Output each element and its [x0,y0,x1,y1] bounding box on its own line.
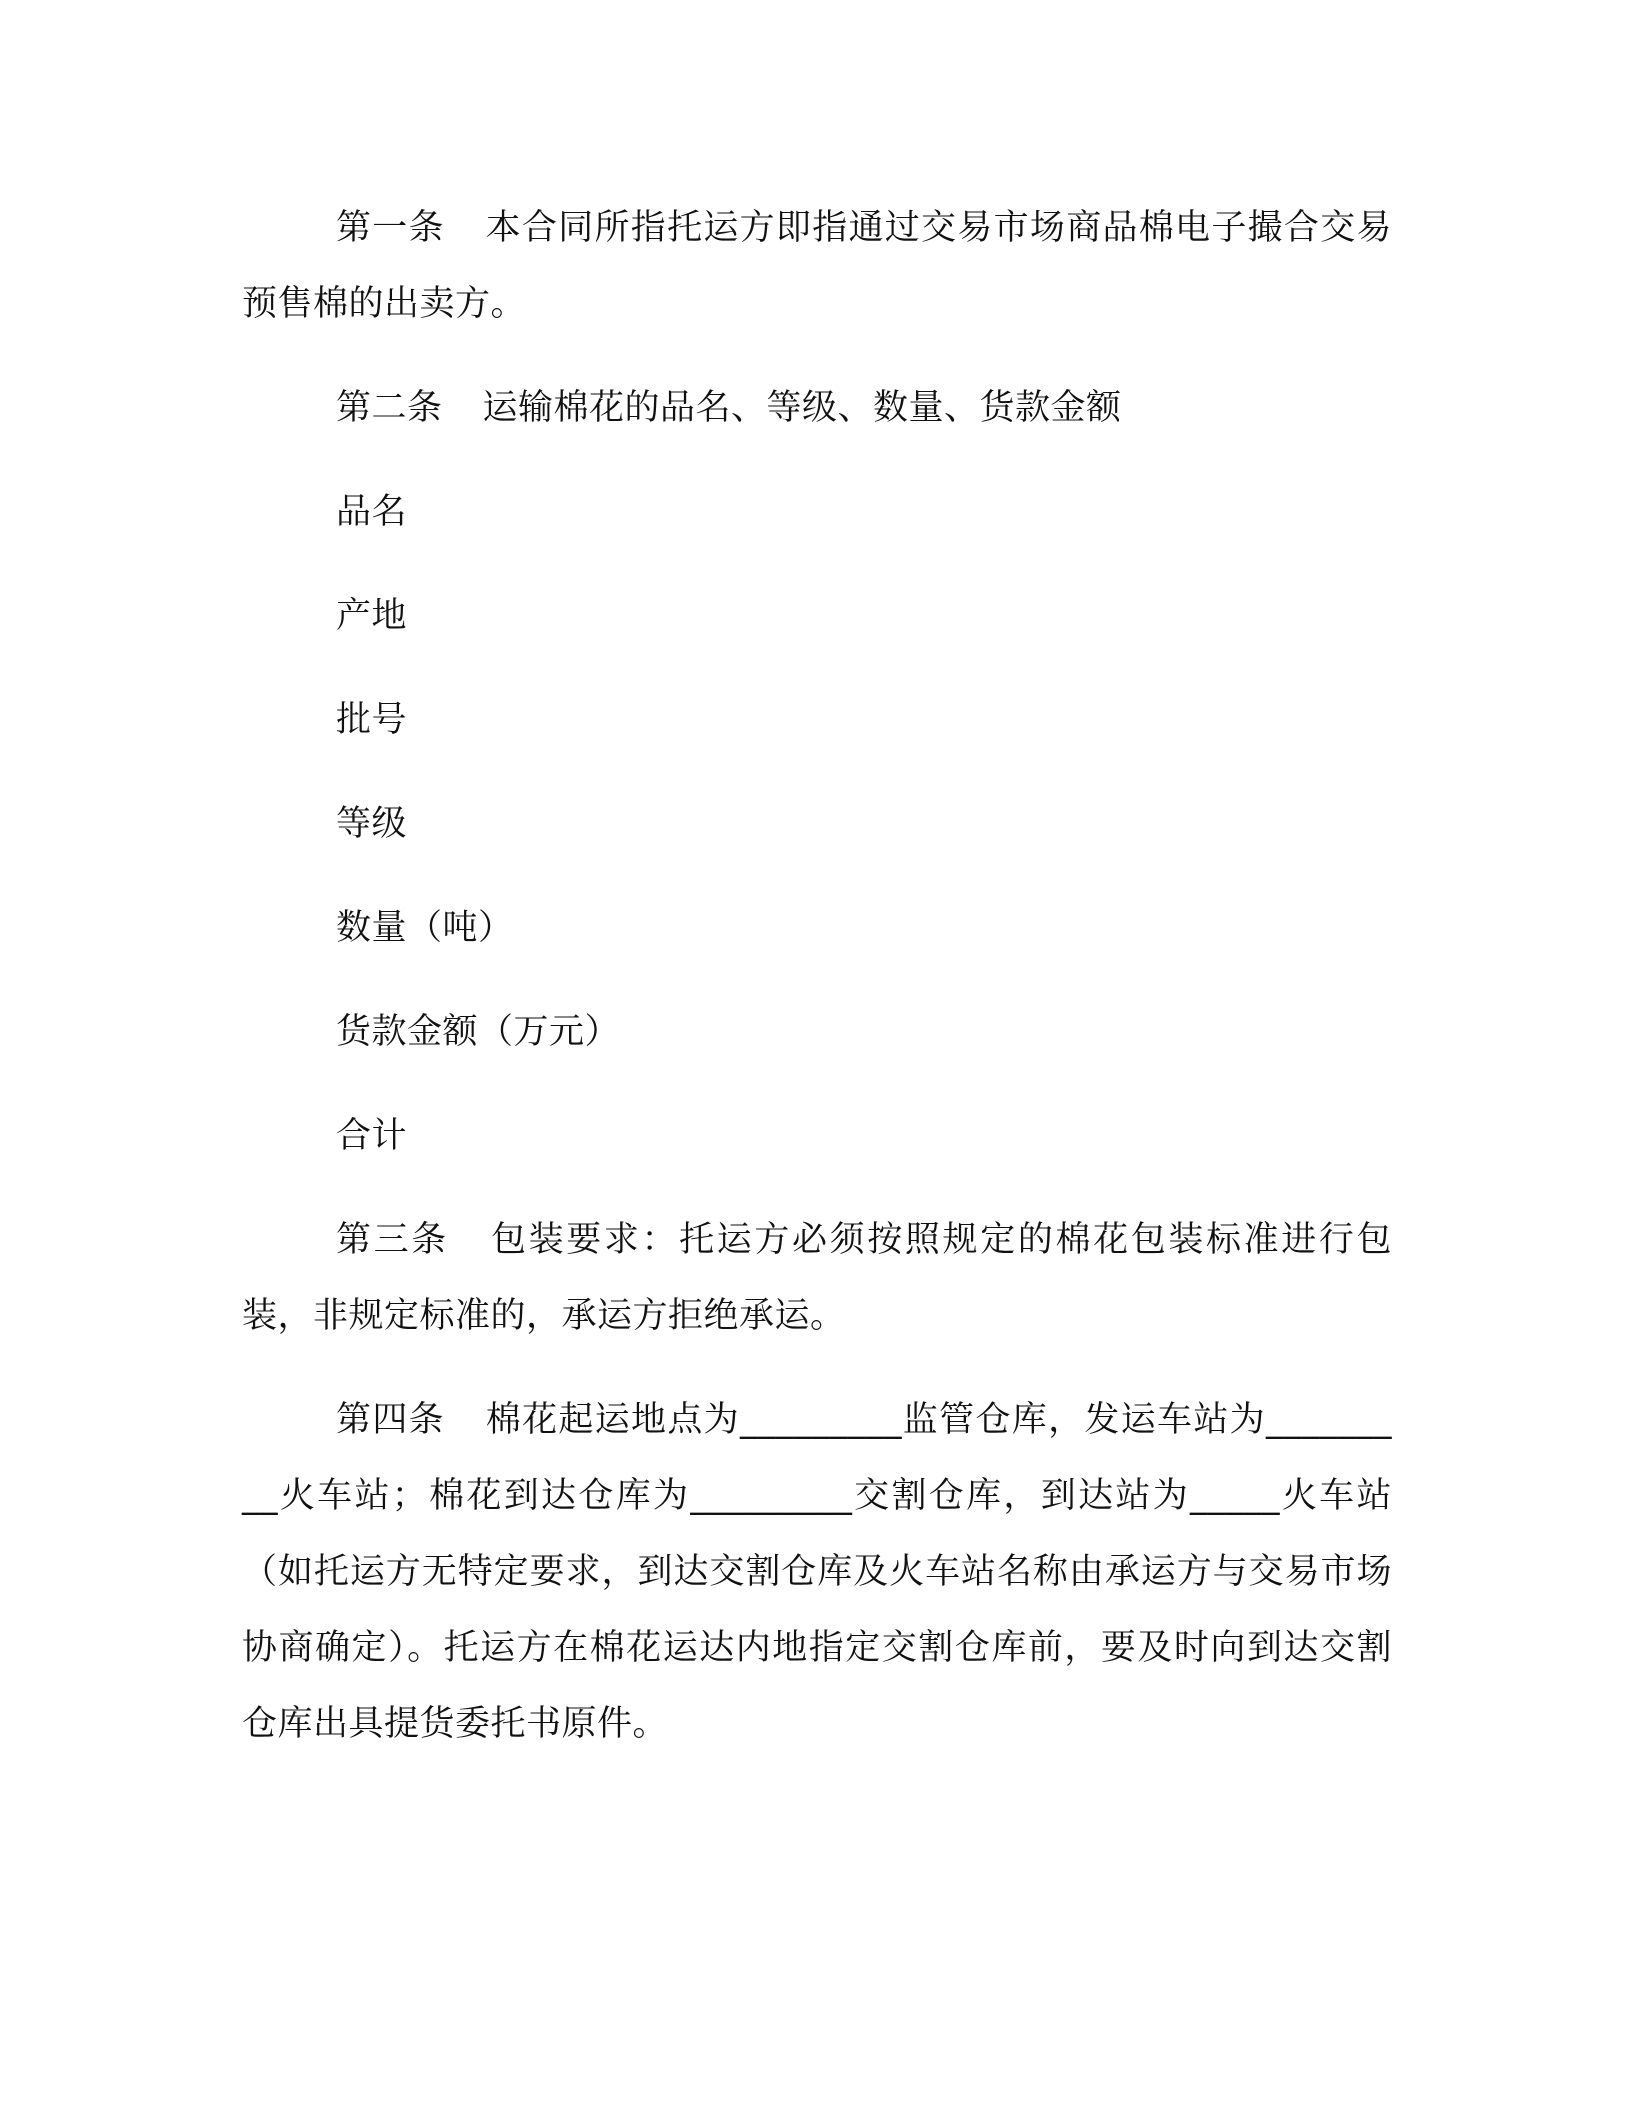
list-item-total: 合计 [336,1116,408,1156]
list-item-quantity: 数量（吨） [336,908,514,948]
document-body [242,190,1392,1790]
article-3-title: 第三条 [336,1220,449,1260]
article-1-title: 第一条 [336,208,445,248]
article-4-title: 第四条 [336,1400,445,1440]
list-item-product-name: 品名 [336,492,408,532]
article-1 [242,190,1392,342]
article-2-title: 第二条 [336,388,443,428]
article-2 [242,370,1392,446]
article-3-text: 包装要求：托运方必须按照规定的棉花包装标准进行包装，非规定标准的，承运方拒绝承运。 [242,1220,1392,1336]
article-4-text: 棉花起运地点为_________监管仓库，发运车站为_________火车站；棉花到达仓库为_________交割仓库，到达站为_____火车站（如托运方无特定要求，到达交割仓库及火车站名称由承运方与交易市场协商确定）。托运方在棉花运达内地指定交割仓库前，要及时向到达交割仓库出具提货委托书原件。 [242,1400,1392,1744]
list-item-payment-amount: 货款金额（万元） [336,1012,621,1052]
list-item-origin: 产地 [336,596,408,636]
list-item-batch-number: 批号 [336,700,408,740]
article-3 [242,1202,1392,1354]
list-item-grade: 等级 [336,804,408,844]
article-4 [242,1382,1392,1762]
article-1-text: 本合同所指托运方即指通过交易市场商品棉电子撮合交易预售棉的出卖方。 [242,208,1392,324]
article-2-text: 运输棉花的品名、等级、数量、货款金额 [482,388,1122,428]
